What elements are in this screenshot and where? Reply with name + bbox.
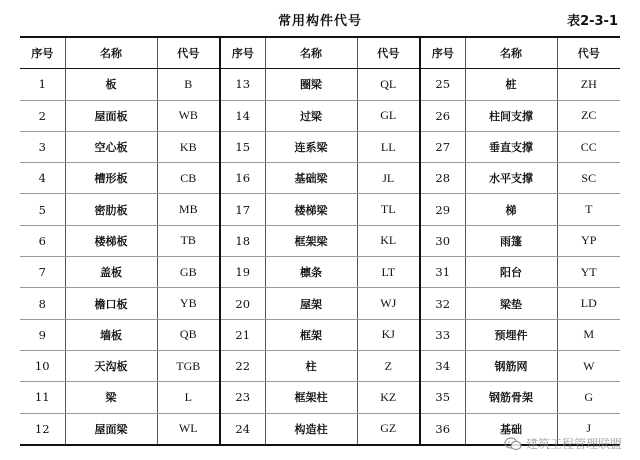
cell-name: 屋面板 [65, 100, 157, 131]
cell-name: 钢筋网 [465, 350, 557, 381]
cell-name: 梁 [65, 382, 157, 413]
cell-no: 30 [420, 225, 465, 256]
table-row [20, 131, 620, 162]
cell-name: 天沟板 [65, 350, 157, 381]
cell-code: CC [557, 131, 620, 162]
watermark [504, 435, 622, 452]
cell-code: ZH [557, 69, 620, 100]
cell-no: 1 [20, 69, 65, 100]
header-name: 名称 [65, 37, 157, 69]
table-title: 常用构件代号 [277, 14, 362, 29]
cell-name: 阳台 [465, 257, 557, 288]
cell-name: 空心板 [65, 131, 157, 162]
cell-name: 梁垫 [465, 288, 557, 319]
cell-name: 连系梁 [265, 131, 357, 162]
cell-no: 28 [420, 163, 465, 194]
cell-name: 密肋板 [65, 194, 157, 225]
header-code: 代号 [157, 37, 220, 69]
table-row [20, 350, 620, 381]
table-row [20, 382, 620, 413]
cell-code: MB [157, 194, 220, 225]
cell-code: WB [157, 100, 220, 131]
cell-code: J [557, 413, 620, 445]
header-no: 序号 [220, 37, 265, 69]
cell-no: 36 [420, 413, 465, 445]
cell-name: 楼梯板 [65, 225, 157, 256]
wechat-icon [504, 437, 522, 451]
cell-code: YP [557, 225, 620, 256]
cell-no: 9 [20, 319, 65, 350]
table-row [20, 69, 620, 100]
cell-name: 槽形板 [65, 163, 157, 194]
cell-code: TB [157, 225, 220, 256]
cell-code: YB [157, 288, 220, 319]
cell-name: 檐口板 [65, 288, 157, 319]
cell-code: QL [357, 69, 420, 100]
cell-name: 圈梁 [265, 69, 357, 100]
cell-no: 23 [220, 382, 265, 413]
cell-name: 预埋件 [465, 319, 557, 350]
cell-name: 柱间支撑 [465, 100, 557, 131]
cell-name: 过梁 [265, 100, 357, 131]
cell-code: GB [157, 257, 220, 288]
table-row [20, 319, 620, 350]
header-code: 代号 [557, 37, 620, 69]
cell-code: TL [357, 194, 420, 225]
header-no: 序号 [420, 37, 465, 69]
cell-no: 6 [20, 225, 65, 256]
cell-name: 雨篷 [465, 225, 557, 256]
cell-name: 垂直支撑 [465, 131, 557, 162]
cell-code: KL [357, 225, 420, 256]
cell-no: 16 [220, 163, 265, 194]
cell-code: GZ [357, 413, 420, 445]
cell-code: GL [357, 100, 420, 131]
header-no: 序号 [20, 37, 65, 69]
cell-code: KB [157, 131, 220, 162]
cell-no: 25 [420, 69, 465, 100]
cell-code: QB [157, 319, 220, 350]
cell-no: 29 [420, 194, 465, 225]
table-row [20, 225, 620, 256]
cell-name: 水平支撑 [465, 163, 557, 194]
cell-code: YT [557, 257, 620, 288]
cell-code: KJ [357, 319, 420, 350]
cell-code: TGB [157, 350, 220, 381]
cell-code: CB [157, 163, 220, 194]
cell-no: 14 [220, 100, 265, 131]
table-row [20, 288, 620, 319]
cell-no: 8 [20, 288, 65, 319]
cell-name: 柱 [265, 350, 357, 381]
cell-no: 5 [20, 194, 65, 225]
header-code: 代号 [357, 37, 420, 69]
cell-no: 24 [220, 413, 265, 445]
cell-no: 15 [220, 131, 265, 162]
cell-code: WJ [357, 288, 420, 319]
cell-no: 2 [20, 100, 65, 131]
table-row [20, 257, 620, 288]
cell-code: T [557, 194, 620, 225]
cell-no: 3 [20, 131, 65, 162]
cell-name: 构造柱 [265, 413, 357, 445]
component-code-table [20, 36, 620, 446]
cell-no: 31 [420, 257, 465, 288]
table-row [20, 100, 620, 131]
table-number: 表2-3-1 [567, 14, 618, 29]
cell-name: 基础梁 [265, 163, 357, 194]
cell-code: LL [357, 131, 420, 162]
cell-code: SC [557, 163, 620, 194]
cell-code: Z [357, 350, 420, 381]
cell-no: 18 [220, 225, 265, 256]
cell-no: 22 [220, 350, 265, 381]
cell-name: 板 [65, 69, 157, 100]
cell-no: 17 [220, 194, 265, 225]
cell-code: B [157, 69, 220, 100]
cell-name: 基础 [465, 413, 557, 445]
cell-no: 32 [420, 288, 465, 319]
cell-no: 27 [420, 131, 465, 162]
cell-name: 桩 [465, 69, 557, 100]
cell-no: 12 [20, 413, 65, 445]
cell-name: 盖板 [65, 257, 157, 288]
watermark-text: 建筑工程管理联盟 [525, 437, 622, 451]
cell-no: 4 [20, 163, 65, 194]
table-row [20, 194, 620, 225]
cell-code: L [157, 382, 220, 413]
cell-no: 10 [20, 350, 65, 381]
cell-code: KZ [357, 382, 420, 413]
cell-no: 7 [20, 257, 65, 288]
cell-no: 34 [420, 350, 465, 381]
cell-code: JL [357, 163, 420, 194]
header-row [20, 37, 620, 69]
cell-name: 屋面梁 [65, 413, 157, 445]
cell-code: ZC [557, 100, 620, 131]
cell-name: 钢筋骨架 [465, 382, 557, 413]
cell-code: G [557, 382, 620, 413]
table-row [20, 163, 620, 194]
cell-no: 35 [420, 382, 465, 413]
cell-code: LT [357, 257, 420, 288]
header-name: 名称 [265, 37, 357, 69]
header-name: 名称 [465, 37, 557, 69]
cell-name: 框架 [265, 319, 357, 350]
cell-name: 屋架 [265, 288, 357, 319]
cell-no: 11 [20, 382, 65, 413]
cell-code: LD [557, 288, 620, 319]
cell-name: 楼梯梁 [265, 194, 357, 225]
cell-no: 19 [220, 257, 265, 288]
cell-code: W [557, 350, 620, 381]
cell-name: 框架柱 [265, 382, 357, 413]
cell-no: 13 [220, 69, 265, 100]
cell-name: 框架梁 [265, 225, 357, 256]
cell-no: 33 [420, 319, 465, 350]
cell-code: M [557, 319, 620, 350]
cell-name: 墙板 [65, 319, 157, 350]
cell-no: 21 [220, 319, 265, 350]
cell-name: 檩条 [265, 257, 357, 288]
cell-name: 梯 [465, 194, 557, 225]
cell-no: 20 [220, 288, 265, 319]
cell-code: WL [157, 413, 220, 445]
cell-no: 26 [420, 100, 465, 131]
